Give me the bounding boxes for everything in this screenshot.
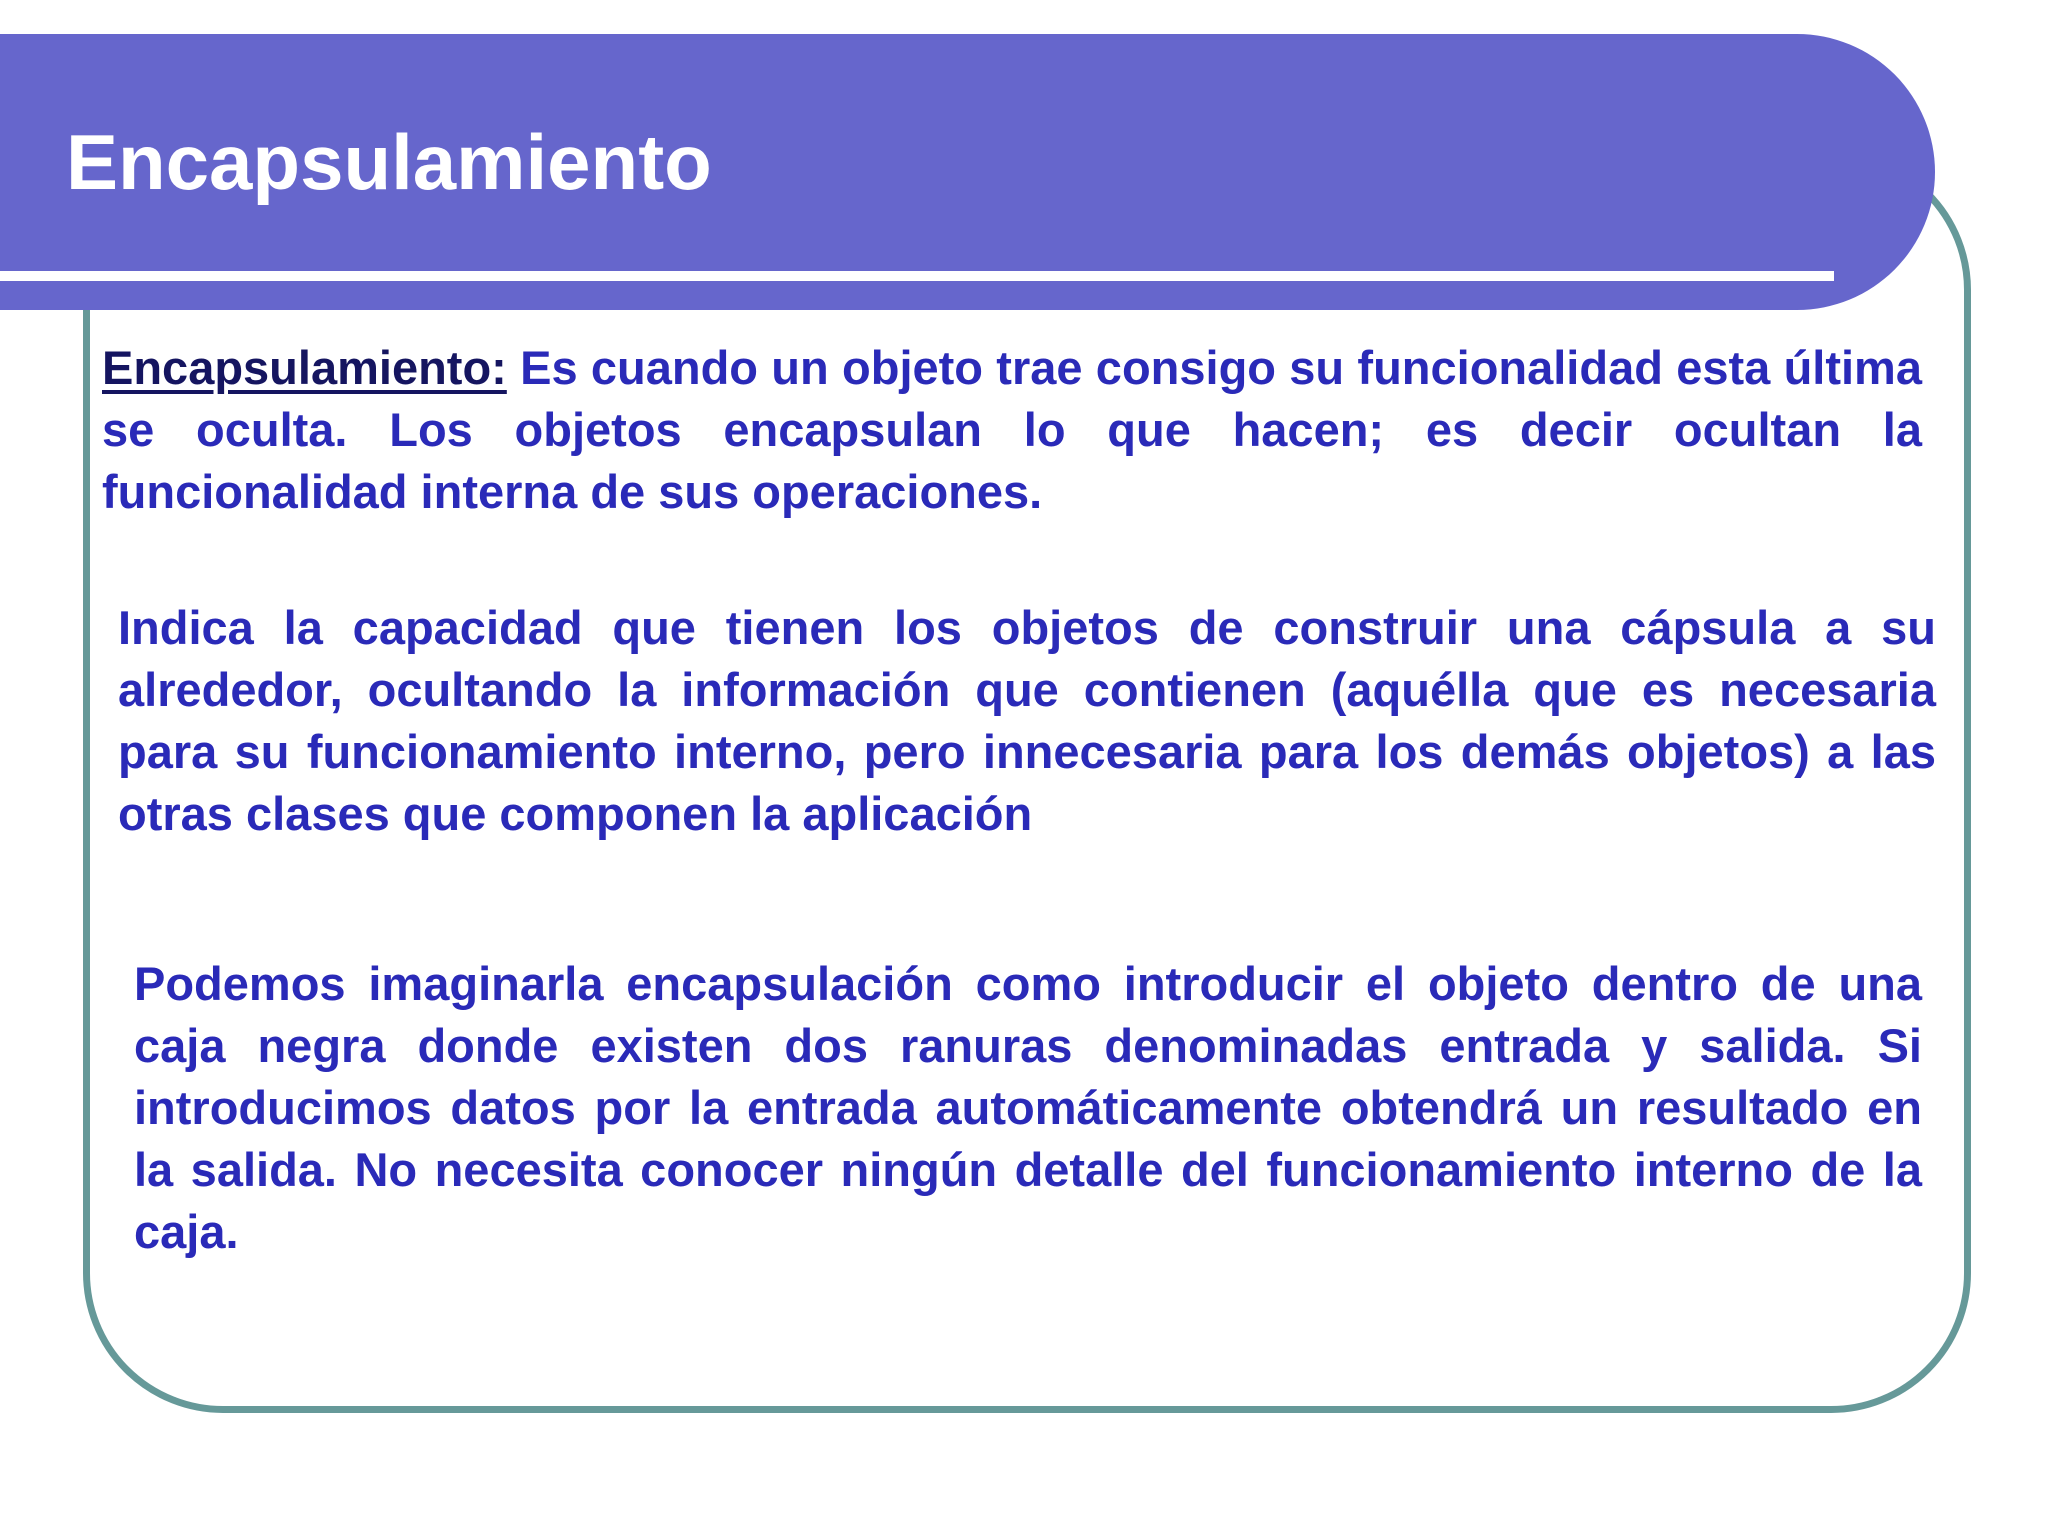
capsule-paragraph: Indica la capacidad que tienen los objetos de construir una cápsula a su alrededor, ocultando la información que contienen (aquélla que es necesaria para su funcionamiento interno, pero innecesaria para los demás objetos) a las otras clases que componen la aplicación	[118, 601, 1936, 840]
title-underline-rule	[0, 271, 1834, 281]
definition-text: Es cuando un objeto trae consigo su funcionalidad esta última se oculta. Los objetos encapsulan lo que hacen; es decir ocultan la funcionalidad interna de sus operaciones.	[102, 341, 1922, 518]
black-box-paragraph: Podemos imaginarla encapsulación como introducir el objeto dentro de una caja negra donde existen dos ranuras denominadas entrada y salida. Si introducimos datos por la entrada automáticamente obtendrá un resultado en la salida. No necesita conocer ningún detalle del funcionamiento interno de la caja.	[134, 957, 1922, 1258]
definition-paragraph	[102, 337, 1922, 523]
slide-title: Encapsulamiento	[66, 118, 712, 206]
definition-term: Encapsulamiento:	[102, 341, 507, 394]
